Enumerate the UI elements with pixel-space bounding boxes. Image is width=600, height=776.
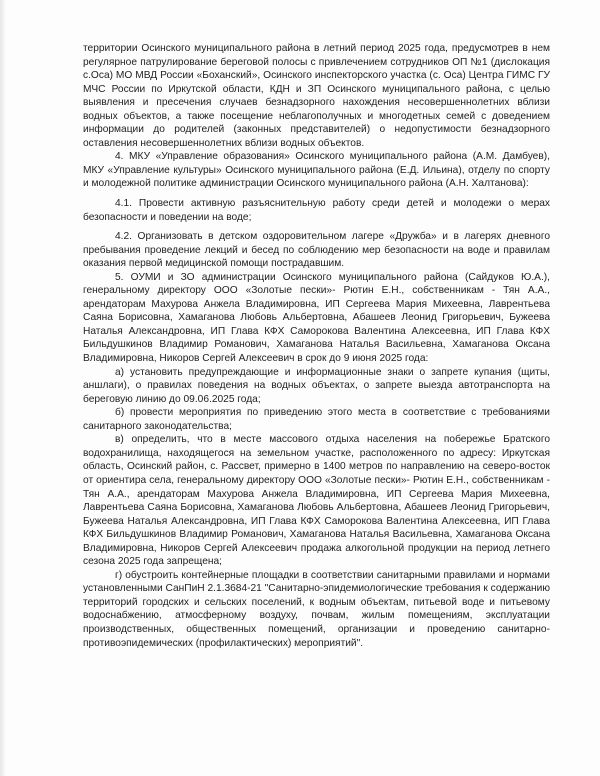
paragraph-item-4-1: 4.1. Провести активную разъяснительную работу среди детей и молодежи о мерах безопасности и поведении на воде; xyxy=(83,198,550,223)
paragraph-item-5-g: г) обустроить контейнерные площадки в соответствии санитарными правилами и нормами установленными СанПиН 2.1.3684-21 "Санитарно-эпидемиологические требования к содержанию территорий городских и сельских поселений, к водным объектам, питьевой воде и питьевому водоснабжению, атмосферному воздуху, почвам, жилым помещениям, эксплуатации производственных, общественных помещений, организации и проведению санитарно-противоэпидемических (профилактических) мероприятий". xyxy=(83,569,550,649)
paragraph-item-4: 4. МКУ «Управление образования» Осинского муниципального района (А.М. Дамбуев), МКУ «Управление культуры» Осинского муниципального района (Е.Д. Ильина), отделу по спорту и молодежной политике администрации Осинского муниципального района (А.Н. Халтанова): xyxy=(83,151,550,190)
paragraph-item-5-b: б) провести мероприятия по приведению этого места в соответствие с требованиями санитарного законодательства; xyxy=(83,407,550,432)
paragraph-item-5: 5. ОУМИ и ЗО администрации Осинского муниципального района (Сайдуков Ю.А.), генеральному директору ООО «Золотые пески»- Рютин Е.Н., собственникам - Тян А.А., арендаторам Махурова Анжела Владимировна, ИП Сергеева Мария Михеевна, Лаврентьева Саяна Борисовна, Хамаганова Любовь Альбертовна, Абашеев Леонид Григорьевич, Бужеева Наталья Александровна, ИП Глава КФХ Саморокова Валентина Алексеевна, ИП Глава КФХ Бильдушкинов Владимир Романович, Хамаганова Наталья Васильевна, Хамаганова Оксана Владимировна, Никоров Сергей Алексеевич в срок до 9 июня 2025 года: xyxy=(83,271,550,365)
paragraph-item-5-v: в) определить, что в месте массового отдыха населения на побережье Братского водохранилища, находящегося на земельном участке, расположенного по адресу: Иркутская область, Осинский район, с. Рассвет, примерно в 1400 метров по направлению на северо-восток от ориентира села, генеральному директору ООО «Золотые пески»- Рютин Е.Н., собственникам - Тян А.А., арендаторам Махурова Анжела Владимировна, ИП Сергеева Мария Михеевна, Лаврентьева Саяна Борисовна, Хамаганова Любовь Альбертовна, Абашеев Леонид Григорьевич, Бужеева Наталья Александровна, ИП Глава КФХ Саморокова Валентина Алексеевна, ИП Глава КФХ Бильдушкинов Владимир Романович, Хамаганова Наталья Васильевна, Хамаганова Оксана Владимировна, Никоров Сергей Алексеевич продажа алкогольной продукции на период летнего сезона 2025 года запрещена; xyxy=(83,434,550,568)
paragraph-continuation: территории Осинского муниципального района в летний период 2025 года, предусмотрев в нем регулярное патрулирование береговой полосы с привлечением сотрудников ОП №1 (дислокация с.Оса) МО МВД России «Боханский», Осинского инспекторского участка (с. Оса) Центра ГИМС ГУ МЧС России по Иркутской области, КДН и ЗП Осинского муниципального района, с целью выявления и пресечения случаев безнадзорного нахождения несовершеннолетних вблизи водных объектов, а также посещение неблагополучных и многодетных семей с доведением информации до родителей (законных представителей) о недопустимости безнадзорного оставления несовершеннолетних вблизи водных объектов. xyxy=(83,43,550,149)
paragraph-item-5-a: а) установить предупреждающие и информационные знаки о запрете купания (щиты, аншлаги), о правилах поведения на водных объектах, о запрете выезда автотранспорта на береговую линию до 09.06.2025 года; xyxy=(83,366,550,405)
paragraph-item-4-2: 4.2. Организовать в детском оздоровительном лагере «Дружба» и в лагерях дневного пребывания проведение лекций и бесед по соблюдению мер безопасности на воде и правилам оказания первой медицинской помощи пострадавшим. xyxy=(83,231,550,270)
